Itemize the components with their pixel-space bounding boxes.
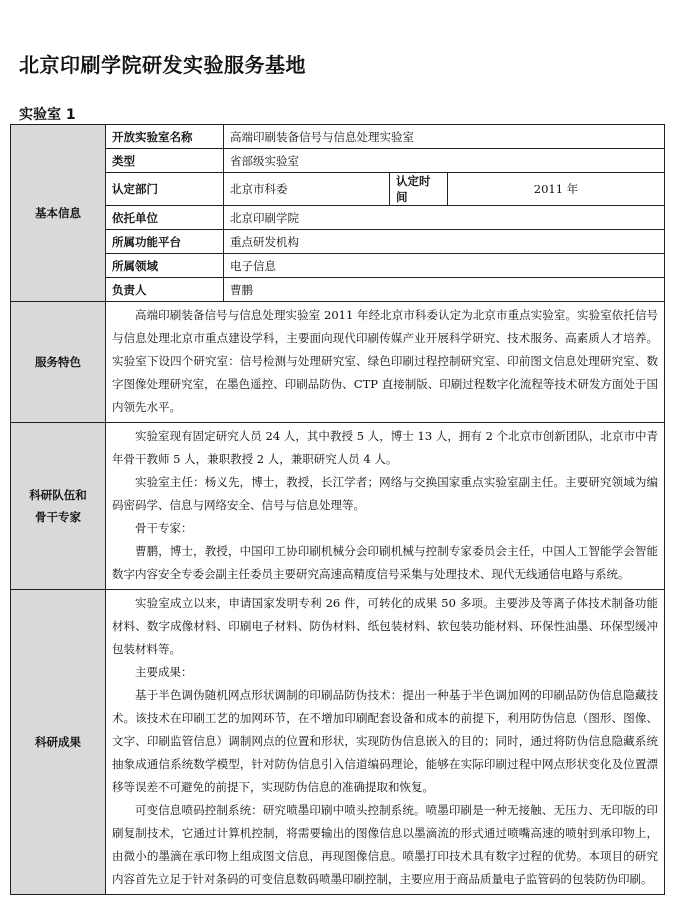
team-paragraph: 实验室现有固定研究人员 24 人，其中教授 5 人，博士 13 人，拥有 2 个北京市创新团队，北京市中青年骨干教师 5 人，兼职教授 2 人，兼职研究人员 4 人。: [112, 429, 659, 466]
lab-heading: 实验室 1: [19, 107, 76, 123]
team-label: [11, 423, 106, 590]
field-label-leader: 负责人: [106, 278, 224, 302]
team-paragraph: 骨干专家：: [135, 521, 193, 535]
field-label-field: 所属领域: [106, 254, 224, 278]
field-label-lab-name: 开放实验室名称: [106, 125, 224, 149]
document-title: 北京印刷学院研发实验服务基地: [19, 53, 306, 77]
row-field: [11, 254, 665, 278]
field-value-cert-time: 2011 年: [448, 173, 665, 206]
team-paragraph: 实验室主任：杨义先，博士，教授，长江学者；网络与交换国家重点实验室副主任。主要研究领域为编码密码学、信息与网络安全、信号与信息处理等。: [112, 475, 659, 512]
field-value-type: 省部级实验室: [224, 149, 665, 173]
team-label-line2: 骨干专家: [35, 510, 81, 524]
results-paragraph: 实验室成立以来，申请国家发明专利 26 件，可转化的成果 50 多项。主要涉及等离子体技术制备功能材料、数字成像材料、印刷电子材料、防伪材料、纸包装材料、软包装功能材料、环保性油墨、环保型缓冲包装材料等。: [112, 596, 659, 656]
results-content: [106, 590, 665, 895]
row-leader: [11, 278, 665, 302]
service-paragraph: 高端印刷装备信号与信息处理实验室 2011 年经北京市科委认定为北京市重点实验室。实验室依托信号与信息处理北京市重点建设学科，主要面向现代印刷传媒产业开展科学研究、技术服务、高素质人才培养。实验室下设四个研究室：信号检测与处理研究室、绿色印刷过程控制研究室、印前图文信息处理研究室、数字图像处理研究室，在墨色遥控、印刷品防伪、CTP 直接制版、印刷过程数字化流程等技术研发方面处于国内领先水平。: [112, 308, 659, 414]
field-value-leader: 曹鹏: [224, 278, 665, 302]
field-label-platform: 所属功能平台: [106, 230, 224, 254]
results-paragraph: 基于半色调伪随机网点形状调制的印刷品防伪技术：提出一种基于半色调加网的印刷品防伪信息隐藏技术。该技术在印刷工艺的加网环节，在不增加印刷配套设备和成本的前提下，利用防伪信息（图形、图像、文字、印刷监管信息）调制网点的位置和形状，实现防伪信息嵌入的目的；同时，通过将防伪信息隐藏系统抽象成通信系统数学模型，针对防伪信息引入信道编码理论，能够在实际印刷过程中网点形状变化及位置漂移等误差不可避免的前提下，实现防伪信息的准确提取和恢复。: [112, 688, 659, 794]
field-label-cert-dept: 认定部门: [106, 173, 224, 206]
service-content: [106, 302, 665, 423]
field-label-cert-time: 认定时间: [390, 173, 448, 206]
results-paragraph: 可变信息喷码控制系统：研究喷墨印刷中喷头控制系统。喷墨印刷是一种无接触、无压力、无印版的印刷复制技术，它通过计算机控制，将需要输出的图像信息以墨滴流的形式通过喷嘴高速的喷射到承印物上，由微小的墨滴在承印物上组成图文信息，再现图像信息。喷墨打印技术具有数字过程的优势。本项目的研究内容首先立足于针对条码的可变信息数码喷墨印刷控制，主要应用于商品质量电子监管码的包装防伪印刷。: [112, 803, 659, 886]
field-value-platform: 重点研发机构: [224, 230, 665, 254]
row-cert-dept: [11, 173, 665, 206]
results-paragraph: 主要成果：: [135, 665, 193, 679]
field-label-host-unit: 依托单位: [106, 206, 224, 230]
field-value-field: 电子信息: [224, 254, 665, 278]
row-host-unit: [11, 206, 665, 230]
field-value-cert-dept: 北京市科委: [224, 173, 390, 206]
lab-info-table: [10, 124, 665, 895]
row-lab-name: [11, 125, 665, 149]
basic-info-label: 基本信息: [11, 125, 106, 302]
team-label-line1: 科研队伍和: [29, 488, 87, 502]
row-service: [11, 302, 665, 423]
row-platform: [11, 230, 665, 254]
field-value-host-unit: 北京印刷学院: [224, 206, 665, 230]
results-label: 科研成果: [11, 590, 106, 895]
field-label-type: 类型: [106, 149, 224, 173]
team-content: [106, 423, 665, 590]
service-label: 服务特色: [11, 302, 106, 423]
row-results: [11, 590, 665, 895]
row-team: [11, 423, 665, 590]
team-paragraph: 曹鹏，博士，教授，中国印工协印刷机械分会印刷机械与控制专家委员会主任，中国人工智能学会智能数字内容安全专委会副主任委员主要研究高速高精度信号采集与处理技术、现代无线通信电路与系统。: [112, 544, 659, 581]
row-type: [11, 149, 665, 173]
field-value-lab-name: 高端印刷装备信号与信息处理实验室: [224, 125, 665, 149]
